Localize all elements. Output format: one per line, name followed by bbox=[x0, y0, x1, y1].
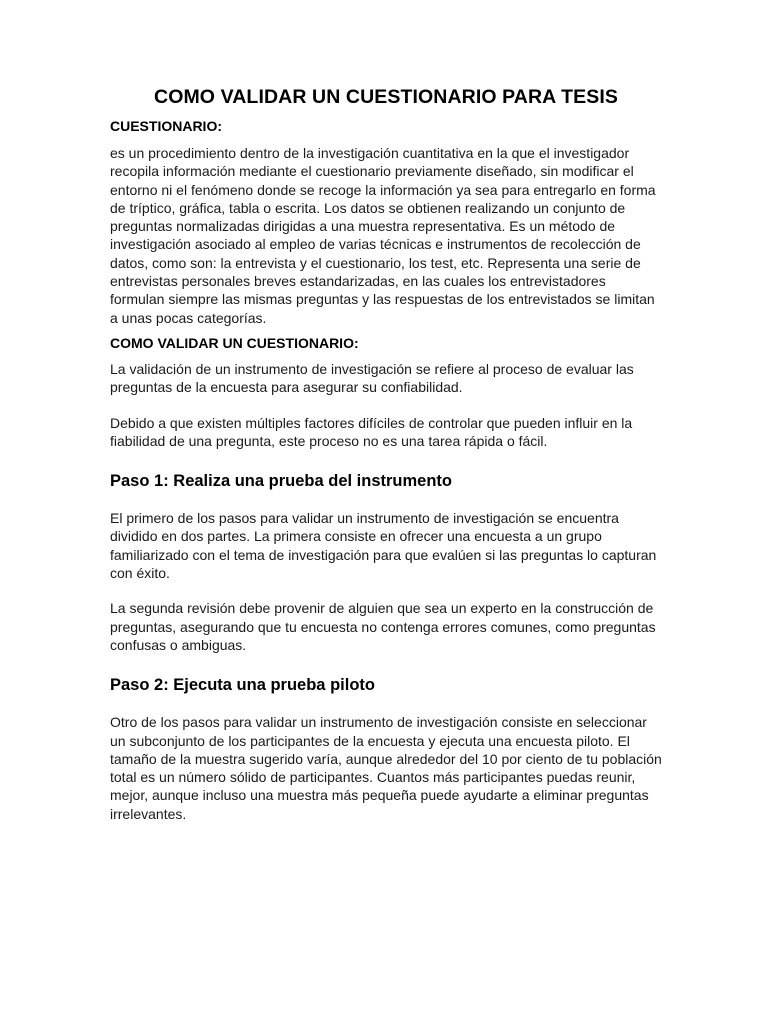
section-heading-como-validar: COMO VALIDAR UN CUESTIONARIO: bbox=[110, 334, 359, 351]
step-1-paragraph-2: La segunda revisión debe provenir de alguien que sea un experto en la construcción de preguntas, asegurando que tu encuesta no contenga errores comunes, como preguntas confusas o ambiguas. bbox=[110, 600, 656, 653]
step-1-paragraph-1: El primero de los pasos para validar un instrumento de investigación se encuentra dividido en dos partes. La primera consiste en ofrecer una encuesta a un grupo familiarizado con el tema de investigación para que evalúen si las preguntas lo capturan con éxito. bbox=[110, 510, 657, 582]
document-page bbox=[110, 86, 662, 823]
step-2-paragraph-1: Otro de los pasos para validar un instrumento de investigación consiste en seleccionar un subconjunto de los participantes de la encuesta y ejecuta una encuesta piloto. El tamaño de la muestra sugerido varía, aunque alrededor del 10 por ciento de tu población total es un número sólido de participantes. Cuantos más participantes puedas reunir, mejor, aunque incluso una muestra más pequeña puede ayudarte a eliminar preguntas irrelevantes. bbox=[110, 714, 662, 822]
step-1-heading: Paso 1: Realiza una prueba del instrumento bbox=[110, 472, 452, 491]
validation-paragraph-2: Debido a que existen múltiples factores difíciles de controlar que pueden influir en la fiabilidad de una pregunta, este proceso no es una tarea rápida o fácil. bbox=[110, 414, 633, 449]
validation-paragraph-1: La validación de un instrumento de investigación se refiere al proceso de evaluar las preguntas de la encuesta para asegurar su confiabilidad. bbox=[110, 360, 634, 396]
document-title: COMO VALIDAR UN CUESTIONARIO PARA TESIS bbox=[154, 86, 618, 108]
step-2-heading: Paso 2: Ejecuta una prueba piloto bbox=[110, 676, 375, 695]
cuestionario-paragraph: es un procedimiento dentro de la investigación cuantitativa en la que el investigador recopila información mediante el cuestionario previamente diseñado, sin modificar el entorno ni el fenómeno donde se recoge la información ya sea para entregarlo en forma de tríptico, gráfica, tabla o escrita. Los datos se obtienen realizando un conjunto de preguntas normalizadas dirigidas a una muestra representativa. Es un método de investigación asociado al empleo de varias técnicas e instrumentos de recolección de datos, como son: la entrevista y el cuestionario, los test, etc. Representa una serie de entrevistas personales breves estandarizadas, en las cuales los entrevistadores formulan siempre las mismas preguntas y las respuestas de los entrevistados se limitan a unas pocas categorías. bbox=[110, 145, 656, 326]
section-heading-cuestionario: CUESTIONARIO: bbox=[110, 118, 222, 134]
